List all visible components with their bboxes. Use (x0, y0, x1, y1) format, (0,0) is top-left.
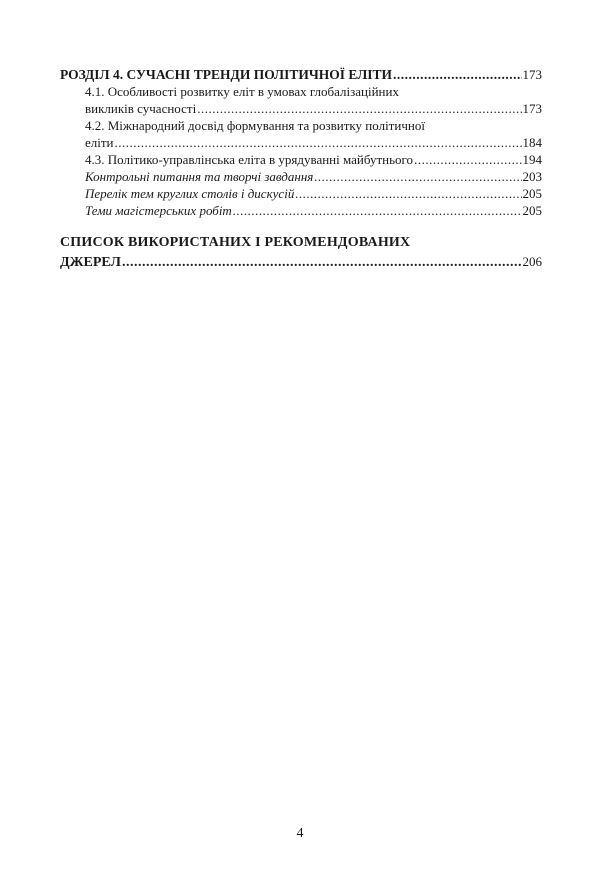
toc-roundtables-page: 205 (522, 186, 542, 201)
toc-item-4-3-page: 194 (522, 152, 542, 167)
toc-masters-page: 205 (522, 203, 542, 218)
toc-questions-title: Контрольні питання та творчі завдання (85, 169, 314, 184)
toc-item-4-2 (60, 117, 542, 151)
toc-masters (60, 202, 542, 219)
toc-leader-dots (122, 253, 522, 272)
toc-roundtables-title: Перелік тем круглих столів і дискусій (85, 186, 295, 201)
toc-item-4-2-line2: еліти (85, 135, 114, 150)
toc-leader-dots (115, 134, 522, 151)
toc-section-4-title: РОЗДІЛ 4. СУЧАСНІ ТРЕНДИ ПОЛІТИЧНОЇ ЕЛІТИ (60, 67, 393, 82)
toc-bibliography-line1: СПИСОК ВИКОРИСТАНИХ І РЕКОМЕНДОВАНИХ (60, 235, 411, 250)
toc-item-4-2-row (85, 134, 542, 151)
toc-item-4-1-row (85, 100, 542, 117)
toc-item-4-3-title: 4.3. Політико-управлінська еліта в урядуванні майбутнього (85, 152, 414, 167)
toc-bibliography (60, 233, 542, 272)
toc-item-4-1-page: 173 (522, 101, 542, 116)
toc-questions-page: 203 (522, 169, 542, 184)
toc-leader-dots (414, 151, 521, 168)
toc-questions (60, 168, 542, 185)
toc-bibliography-line2: ДЖЕРЕЛ (60, 255, 121, 270)
toc-section-4 (60, 66, 542, 83)
toc-leader-dots (314, 168, 521, 185)
toc-item-4-2-page: 184 (522, 135, 542, 150)
table-of-contents (60, 66, 542, 272)
toc-item-4-3 (60, 151, 542, 168)
toc-bibliography-page: 206 (522, 254, 542, 269)
page-number: 4 (296, 826, 304, 841)
toc-masters-title: Теми магістерських робіт (85, 203, 232, 218)
toc-bibliography-row (60, 252, 542, 272)
toc-leader-dots (197, 100, 521, 117)
toc-item-4-2-line1: 4.2. Міжнародний досвід формування та розвитку політичної (85, 118, 425, 133)
toc-item-4-1-line2: викликів сучасності (85, 101, 197, 116)
toc-section-4-page: 173 (522, 67, 542, 82)
toc-leader-dots (295, 185, 521, 202)
toc-item-4-1 (60, 83, 542, 117)
toc-roundtables (60, 185, 542, 202)
toc-leader-dots (233, 202, 522, 219)
toc-item-4-1-line1: 4.1. Особливості розвитку еліт в умовах глобалізаційних (85, 84, 399, 99)
toc-leader-dots (393, 66, 521, 83)
